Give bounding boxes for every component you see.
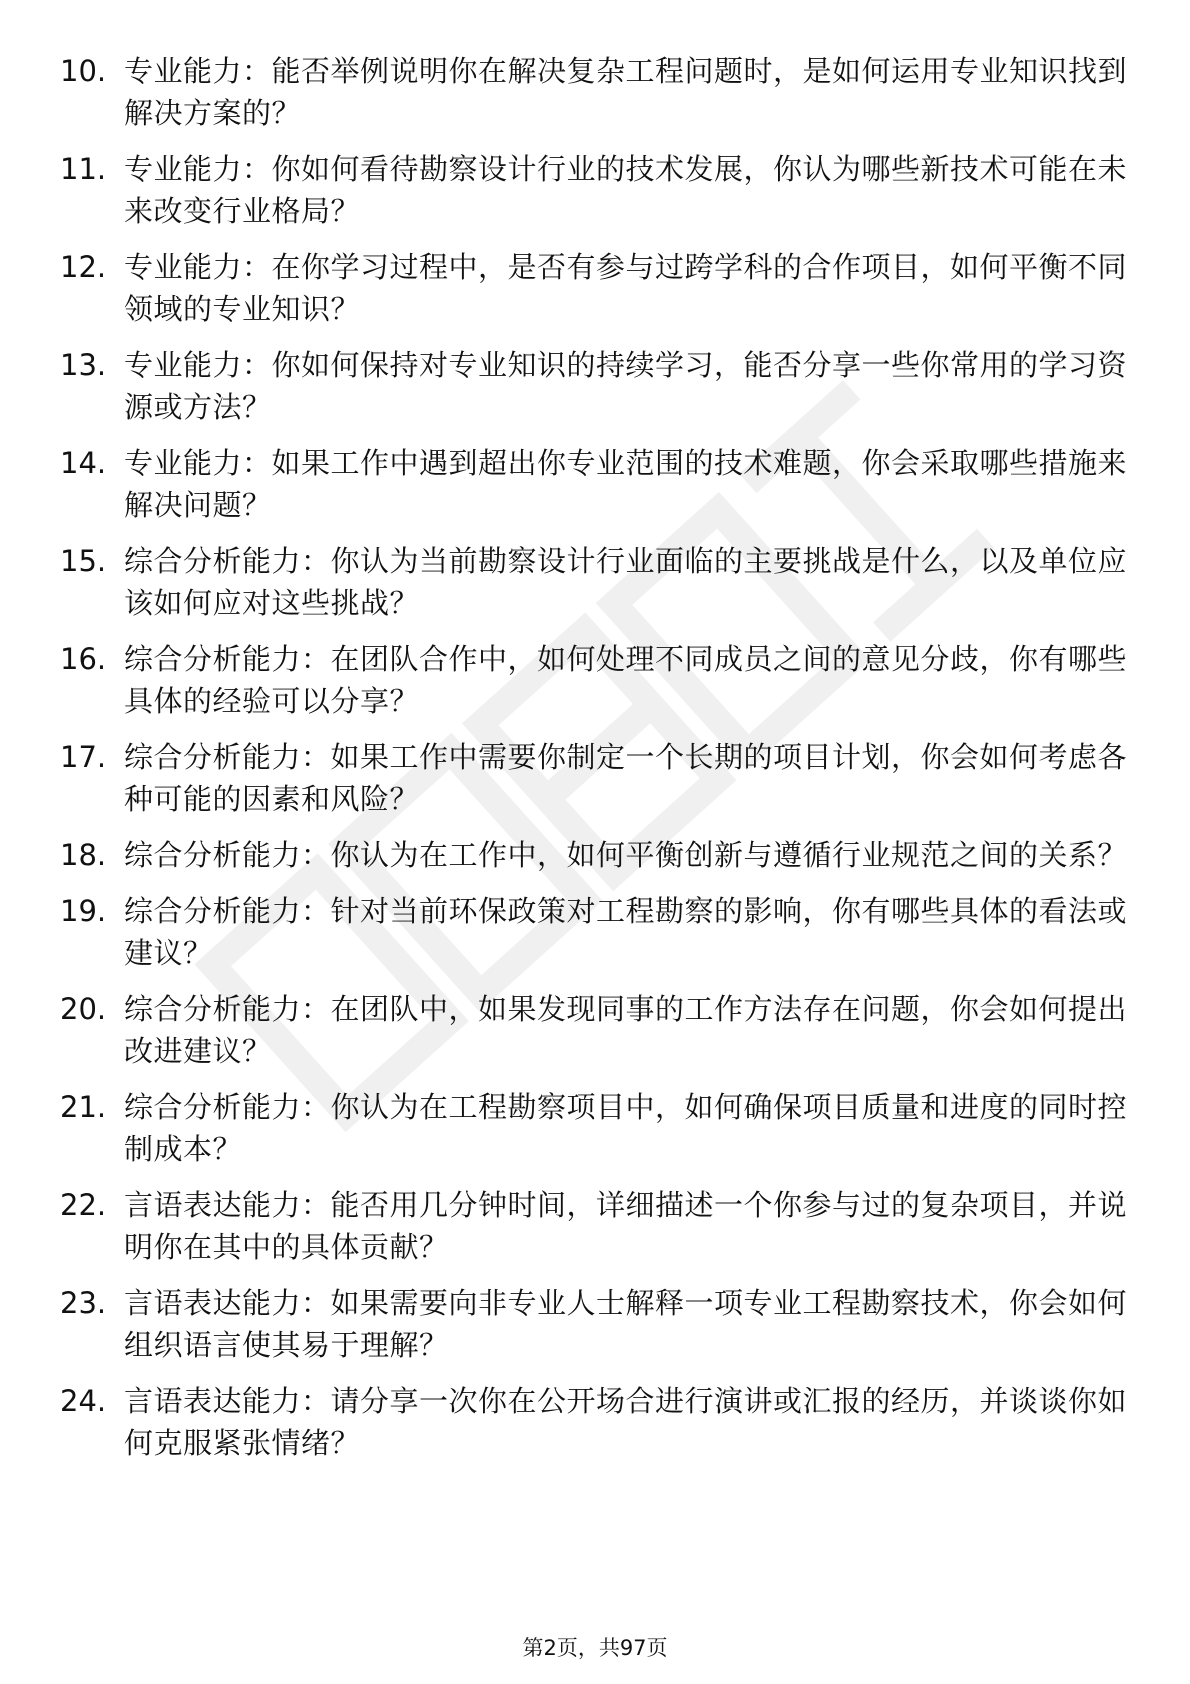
list-item [60, 988, 1130, 1072]
question-text: 专业能力：你如何看待勘察设计行业的技术发展，你认为哪些新技术可能在未来改变行业格局？ [124, 152, 1128, 228]
list-item [60, 638, 1130, 722]
question-text: 综合分析能力：在团队合作中，如何处理不同成员之间的意见分歧，你有哪些具体的经验可以分享？ [124, 642, 1128, 718]
question-text: 言语表达能力：请分享一次你在公开场合进行演讲或汇报的经历，并谈谈你如何克服紧张情绪？ [124, 1384, 1128, 1460]
list-item [60, 1086, 1130, 1170]
question-text: 言语表达能力：能否用几分钟时间，详细描述一个你参与过的复杂项目，并说明你在其中的具体贡献？ [124, 1188, 1128, 1264]
question-number: 13. [60, 348, 107, 382]
question-text: 言语表达能力：如果需要向非专业人士解释一项专业工程勘察技术，你会如何组织语言使其易于理解？ [124, 1286, 1128, 1362]
list-item [60, 834, 1130, 876]
question-text: 综合分析能力：如果工作中需要你制定一个长期的项目计划，你会如何考虑各种可能的因素和风险？ [124, 740, 1128, 816]
question-text: 综合分析能力：在团队中，如果发现同事的工作方法存在问题，你会如何提出改进建议？ [124, 992, 1128, 1068]
list-item [60, 540, 1130, 624]
question-number: 18. [60, 838, 107, 872]
question-number: 15. [60, 544, 107, 578]
question-text: 专业能力：如果工作中遇到超出你专业范围的技术难题，你会采取哪些措施来解决问题？ [124, 446, 1128, 522]
question-number: 11. [60, 152, 107, 186]
question-number: 10. [60, 54, 107, 88]
list-item [60, 736, 1130, 820]
question-number: 14. [60, 446, 107, 480]
list-item [60, 344, 1130, 428]
question-text: 综合分析能力：针对当前环保政策对工程勘察的影响，你有哪些具体的看法或建议？ [124, 894, 1128, 970]
list-item [60, 148, 1130, 232]
question-number: 22. [60, 1188, 107, 1222]
question-number: 24. [60, 1384, 107, 1418]
question-text: 综合分析能力：你认为在工作中，如何平衡创新与遵循行业规范之间的关系？ [124, 838, 1128, 872]
question-number: 16. [60, 642, 107, 676]
list-item [60, 442, 1130, 526]
list-item [60, 246, 1130, 330]
question-number: 17. [60, 740, 107, 774]
list-item [60, 1282, 1130, 1366]
question-number: 20. [60, 992, 107, 1026]
question-list [60, 50, 1130, 1478]
question-number: 19. [60, 894, 107, 928]
question-text: 综合分析能力：你认为在工程勘察项目中，如何确保项目质量和进度的同时控制成本？ [124, 1090, 1128, 1166]
question-number: 21. [60, 1090, 107, 1124]
list-item [60, 50, 1130, 134]
question-number: 12. [60, 250, 107, 284]
question-text: 综合分析能力：你认为当前勘察设计行业面临的主要挑战是什么，以及单位应该如何应对这些挑战？ [124, 544, 1128, 620]
question-text: 专业能力：能否举例说明你在解决复杂工程问题时，是如何运用专业知识找到解决方案的？ [124, 54, 1128, 130]
list-item [60, 1184, 1130, 1268]
list-item [60, 890, 1130, 974]
question-text: 专业能力：在你学习过程中，是否有参与过跨学科的合作项目，如何平衡不同领域的专业知识？ [124, 250, 1128, 326]
list-item [60, 1380, 1130, 1464]
question-text: 专业能力：你如何保持对专业知识的持续学习，能否分享一些你常用的学习资源或方法？ [124, 348, 1128, 424]
question-number: 23. [60, 1286, 107, 1320]
page-footer: 第2页，共97页 [522, 1636, 668, 1660]
